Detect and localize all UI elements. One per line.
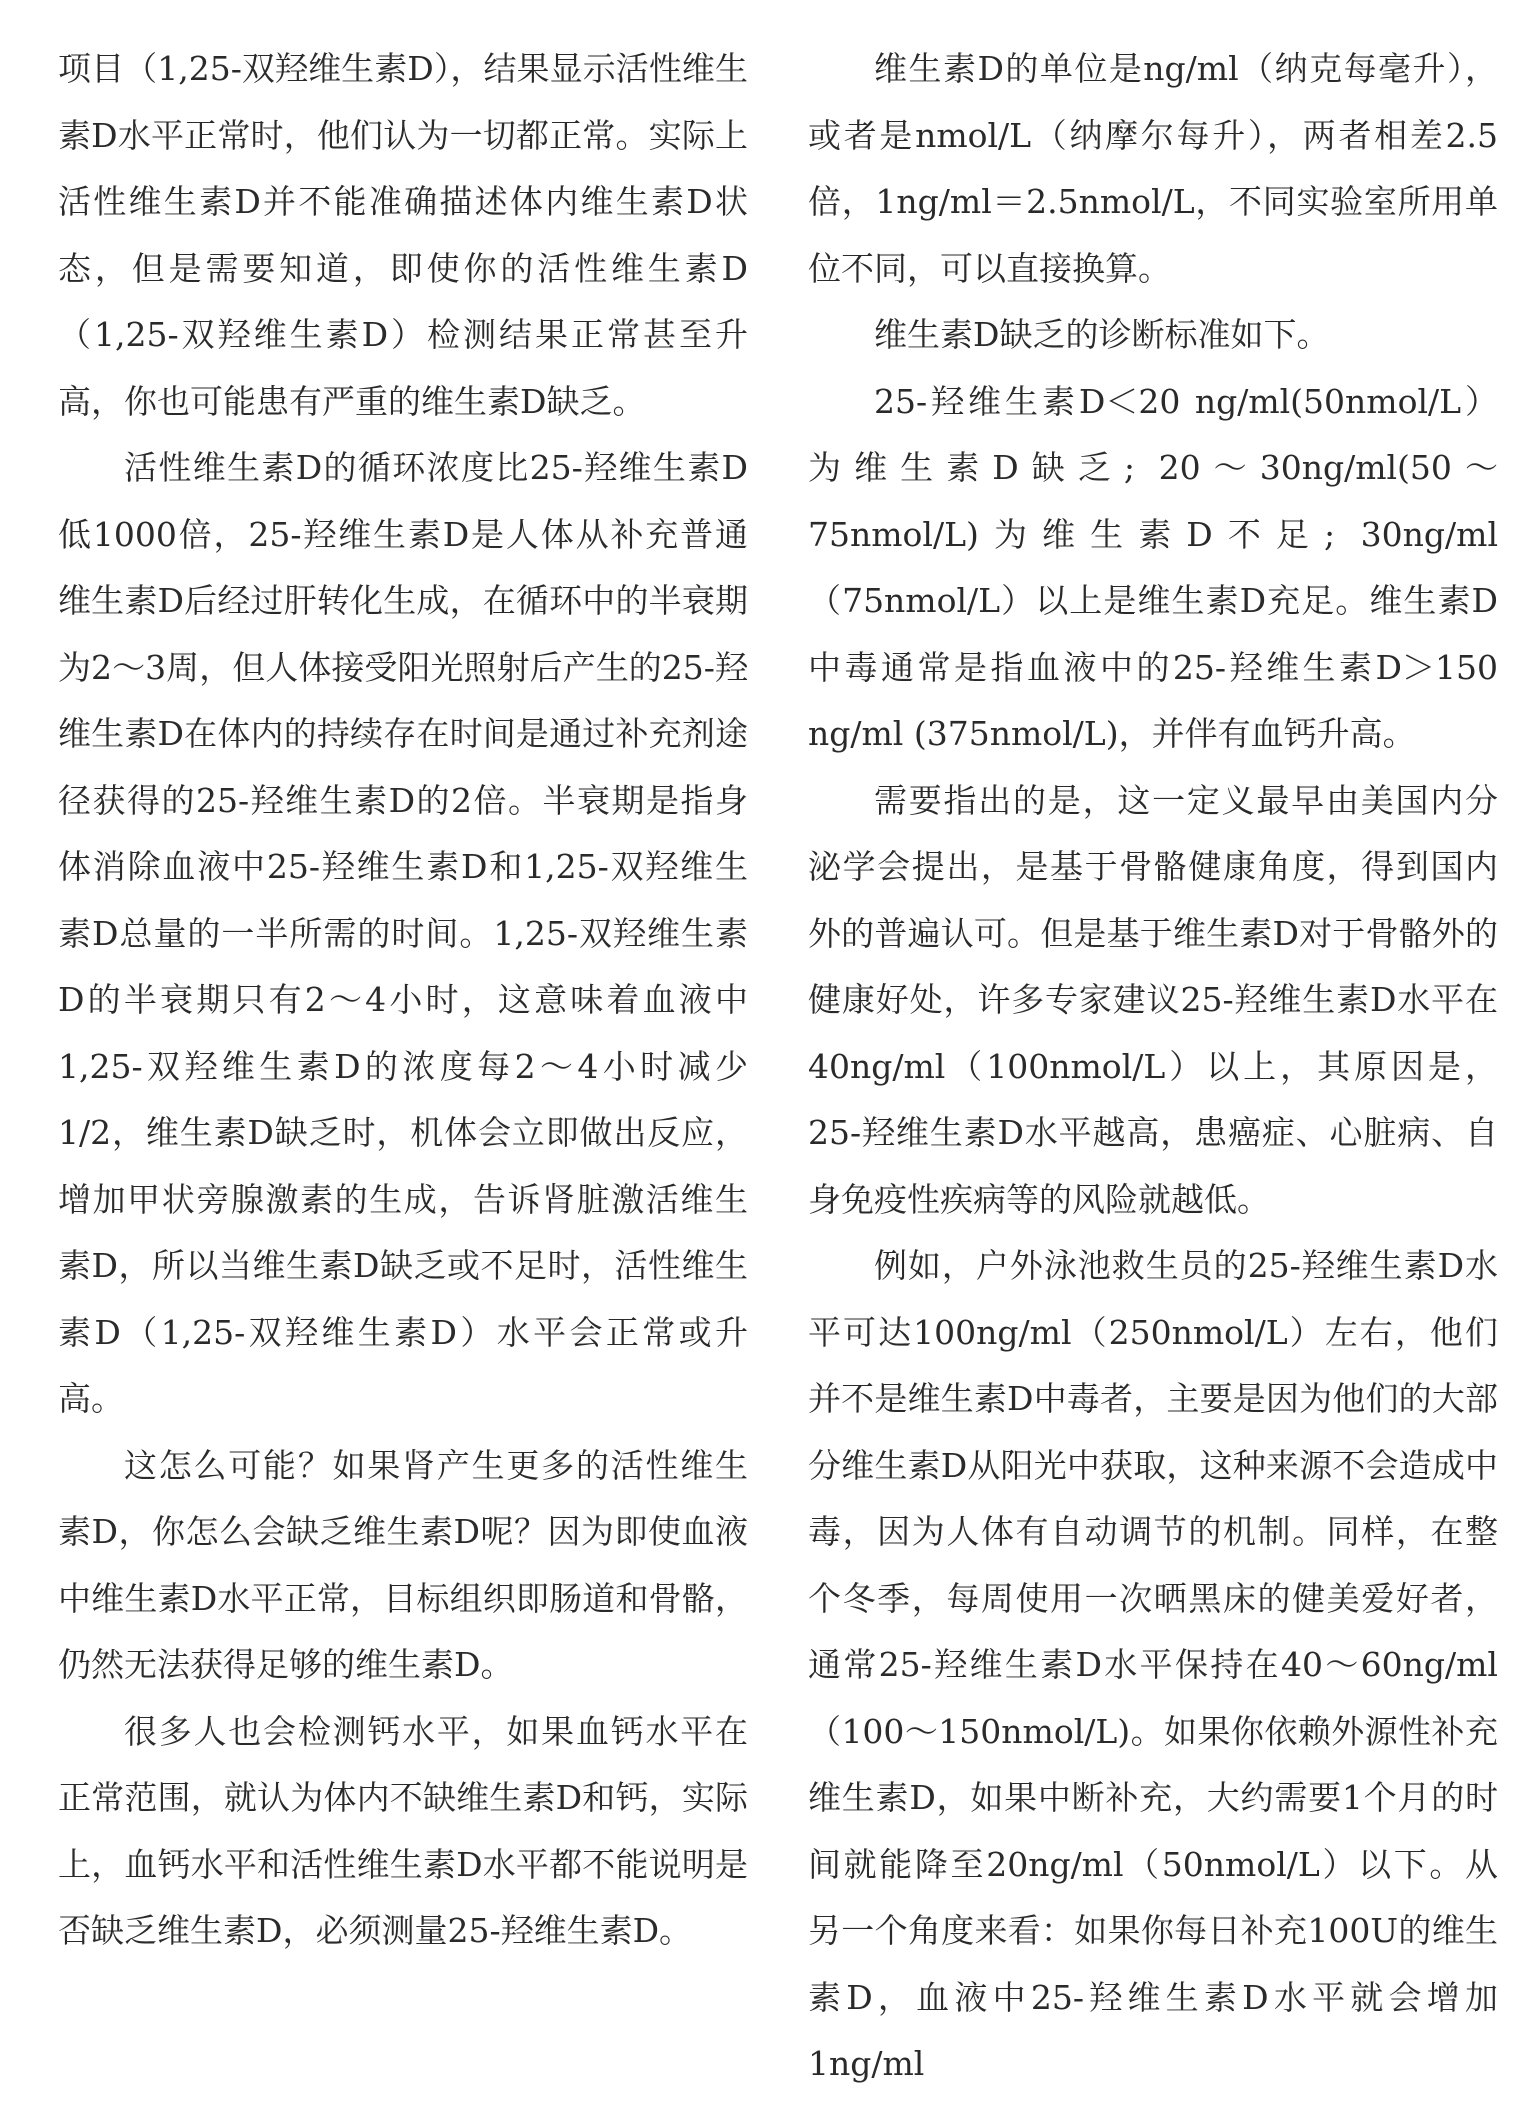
paragraph: 例如，户外泳池救生员的25-羟维生素D水平可达100ng/ml（250nmol/L）左右，他们并不是维生素D中毒者，主要是因为他们的大部分维生素D从阳光中获取，这种来源不会造成中毒，因为人体有自动调节的机制。同样，在整个冬季，每周使用一次晒黑床的健美爱好者，通常25-羟维生素D水平保持在40～60ng/ml（100～150nmol/L)。如果你依赖外源性补充维生素D，如果中断补充，大约需要1个月的时间就能降至20ng/ml（50nmol/L）以下。从另一个角度来看：如果你每日补充100U的维生素D，血液中25-羟维生素D水平就会增加1ng/ml	[808, 1246, 1498, 2083]
paragraph: 25-羟维生素D＜20 ng/ml(50nmol/L）为维生素D缺乏; 20～30ng/ml(50～75nmol/L)为维生素D不足; 30ng/ml（75nmol/L）以上是维生素D充足。维生素D中毒通常是指血液中的25-羟维生素D＞150 ng/ml (375nmol/L)，并伴有血钙升高。	[808, 381, 1498, 753]
paragraph: 维生素D缺乏的诊断标准如下。	[874, 315, 1330, 354]
paragraph: 需要指出的是，这一定义最早由美国内分泌学会提出，是基于骨骼健康角度，得到国内外的普遍认可。但是基于维生素D对于骨骼外的健康好处，许多专家建议25-羟维生素D水平在40ng/ml（100nmol/L）以上，其原因是，25-羟维生素D水平越高，患癌症、心脏病、自身免疫性疾病等的风险就越低。	[808, 780, 1498, 1219]
right-column	[808, 36, 1498, 2098]
paragraph: 这怎么可能？如果肾产生更多的活性维生素D，你怎么会缺乏维生素D呢？因为即使血液中维生素D水平正常，目标组织即肠道和骨骼，仍然无法获得足够的维生素D。	[58, 1445, 748, 1684]
paragraph: 活性维生素D的循环浓度比25-羟维生素D低1000倍，25-羟维生素D是人体从补充普通维生素D后经过肝转化生成，在循环中的半衰期为2～3周，但人体接受阳光照射后产生的25-羟维生素D在体内的持续存在时间是通过补充剂途径获得的25-羟维生素D的2倍。半衰期是指身体消除血液中25-羟维生素D和1,25-双羟维生素D总量的一半所需的时间。1,25-双羟维生素D的半衰期只有2～4小时，这意味着血液中1,25-双羟维生素D的浓度每2～4小时减少1/2，维生素D缺乏时，机体会立即做出反应，增加甲状旁腺激素的生成，告诉肾脏激活维生素D，所以当维生素D缺乏或不足时，活性维生素D（1,25-双羟维生素D）水平会正常或升高。	[58, 448, 748, 1418]
paragraph: 项目（1,25-双羟维生素D），结果显示活性维生素D水平正常时，他们认为一切都正常。实际上活性维生素D并不能准确描述体内维生素D状态，但是需要知道，即使你的活性维生素D（1,25-双羟维生素D）检测结果正常甚至升高，你也可能患有严重的维生素D缺乏。	[58, 49, 748, 421]
paragraph: 很多人也会检测钙水平，如果血钙水平在正常范围，就认为体内不缺维生素D和钙，实际上，血钙水平和活性维生素D水平都不能说明是否缺乏维生素D，必须测量25-羟维生素D。	[58, 1711, 748, 1950]
left-column	[58, 36, 748, 1965]
paragraph: 维生素D的单位是ng/ml（纳克每毫升），或者是nmol/L（纳摩尔每升），两者相差2.5倍，1ng/ml＝2.5nmol/L，不同实验室所用单位不同，可以直接换算。	[808, 49, 1498, 288]
